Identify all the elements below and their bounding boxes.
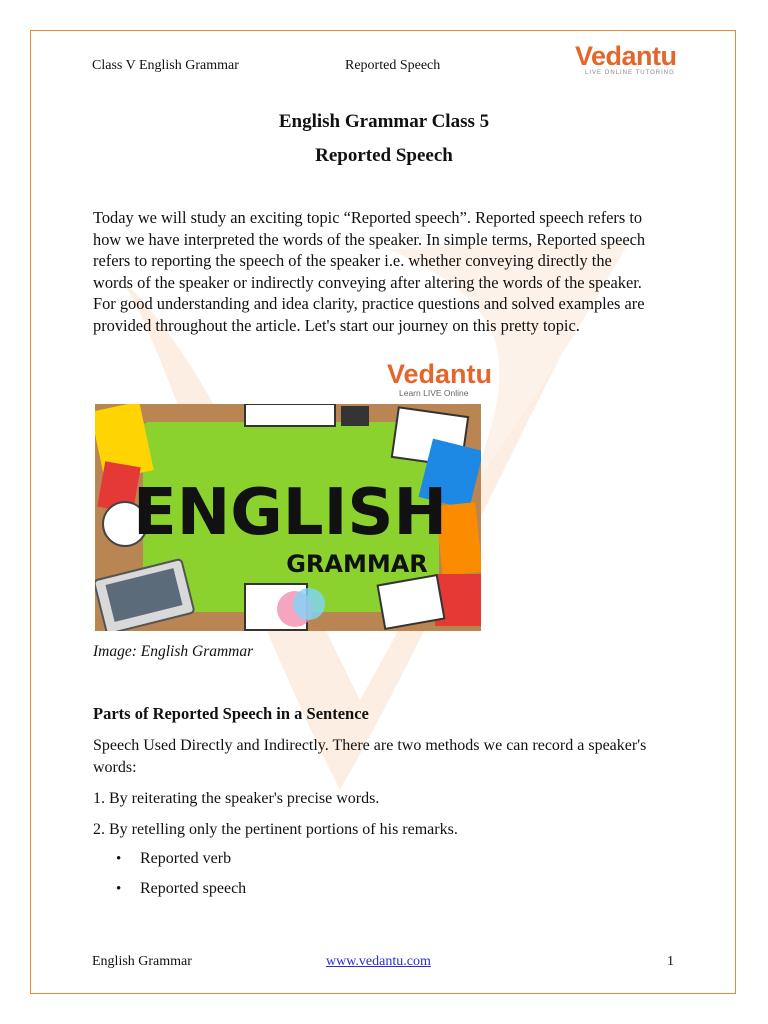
image-caption: Image: English Grammar xyxy=(93,643,254,660)
intro-paragraph: Today we will study an exciting topic “Reported speech”. Reported speech refers to how we have interpreted the words of the speaker. In simple terms, Reported speech refers to reporting the speech of the speaker i.e. whether conveying directly the words of the speaker or indirectly conveying after altering the words of the speaker. For good understanding and idea clarity, practice questions and solved examples are provided throughout the article. Let's start our journey on this pretty topic. xyxy=(93,208,646,335)
method-item-1: 1. By reiterating the speaker's precise words. xyxy=(93,790,380,807)
vedantu-logo-image xyxy=(387,360,497,398)
hero-english-text: ENGLISH xyxy=(132,476,448,550)
section-heading: Parts of Reported Speech in a Sentence xyxy=(93,704,369,723)
parts-list xyxy=(100,849,246,909)
method-item-2: 2. By retelling only the pertinent portions of his remarks. xyxy=(93,821,458,838)
english-grammar-image xyxy=(95,404,481,631)
list-item: • Reported speech xyxy=(100,879,246,909)
page-subtitle: Reported Speech xyxy=(315,145,453,166)
header-topic: Reported Speech xyxy=(345,58,441,73)
footer-label: English Grammar xyxy=(92,954,192,969)
image-logo-wordmark: Vedantu xyxy=(387,359,493,389)
image-logo-tagline: Learn LIVE Online xyxy=(399,388,469,398)
header-course: Class V English Grammar xyxy=(92,58,239,73)
section-paragraph: Speech Used Directly and Indirectly. There are two methods we can record a speaker's words: xyxy=(93,737,647,776)
footer-website-link[interactable]: www.vedantu.com xyxy=(326,954,431,969)
vedantu-logo-header xyxy=(575,42,675,76)
logo-wordmark: Vedantu xyxy=(575,41,677,71)
list-item: • Reported verb xyxy=(100,849,246,879)
logo-tagline: LIVE ONLINE TUTORING xyxy=(585,70,675,76)
page-title: English Grammar Class 5 xyxy=(278,111,490,132)
hero-grammar-text: GRAMMAR xyxy=(286,550,428,578)
page-number: 1 xyxy=(667,954,674,969)
